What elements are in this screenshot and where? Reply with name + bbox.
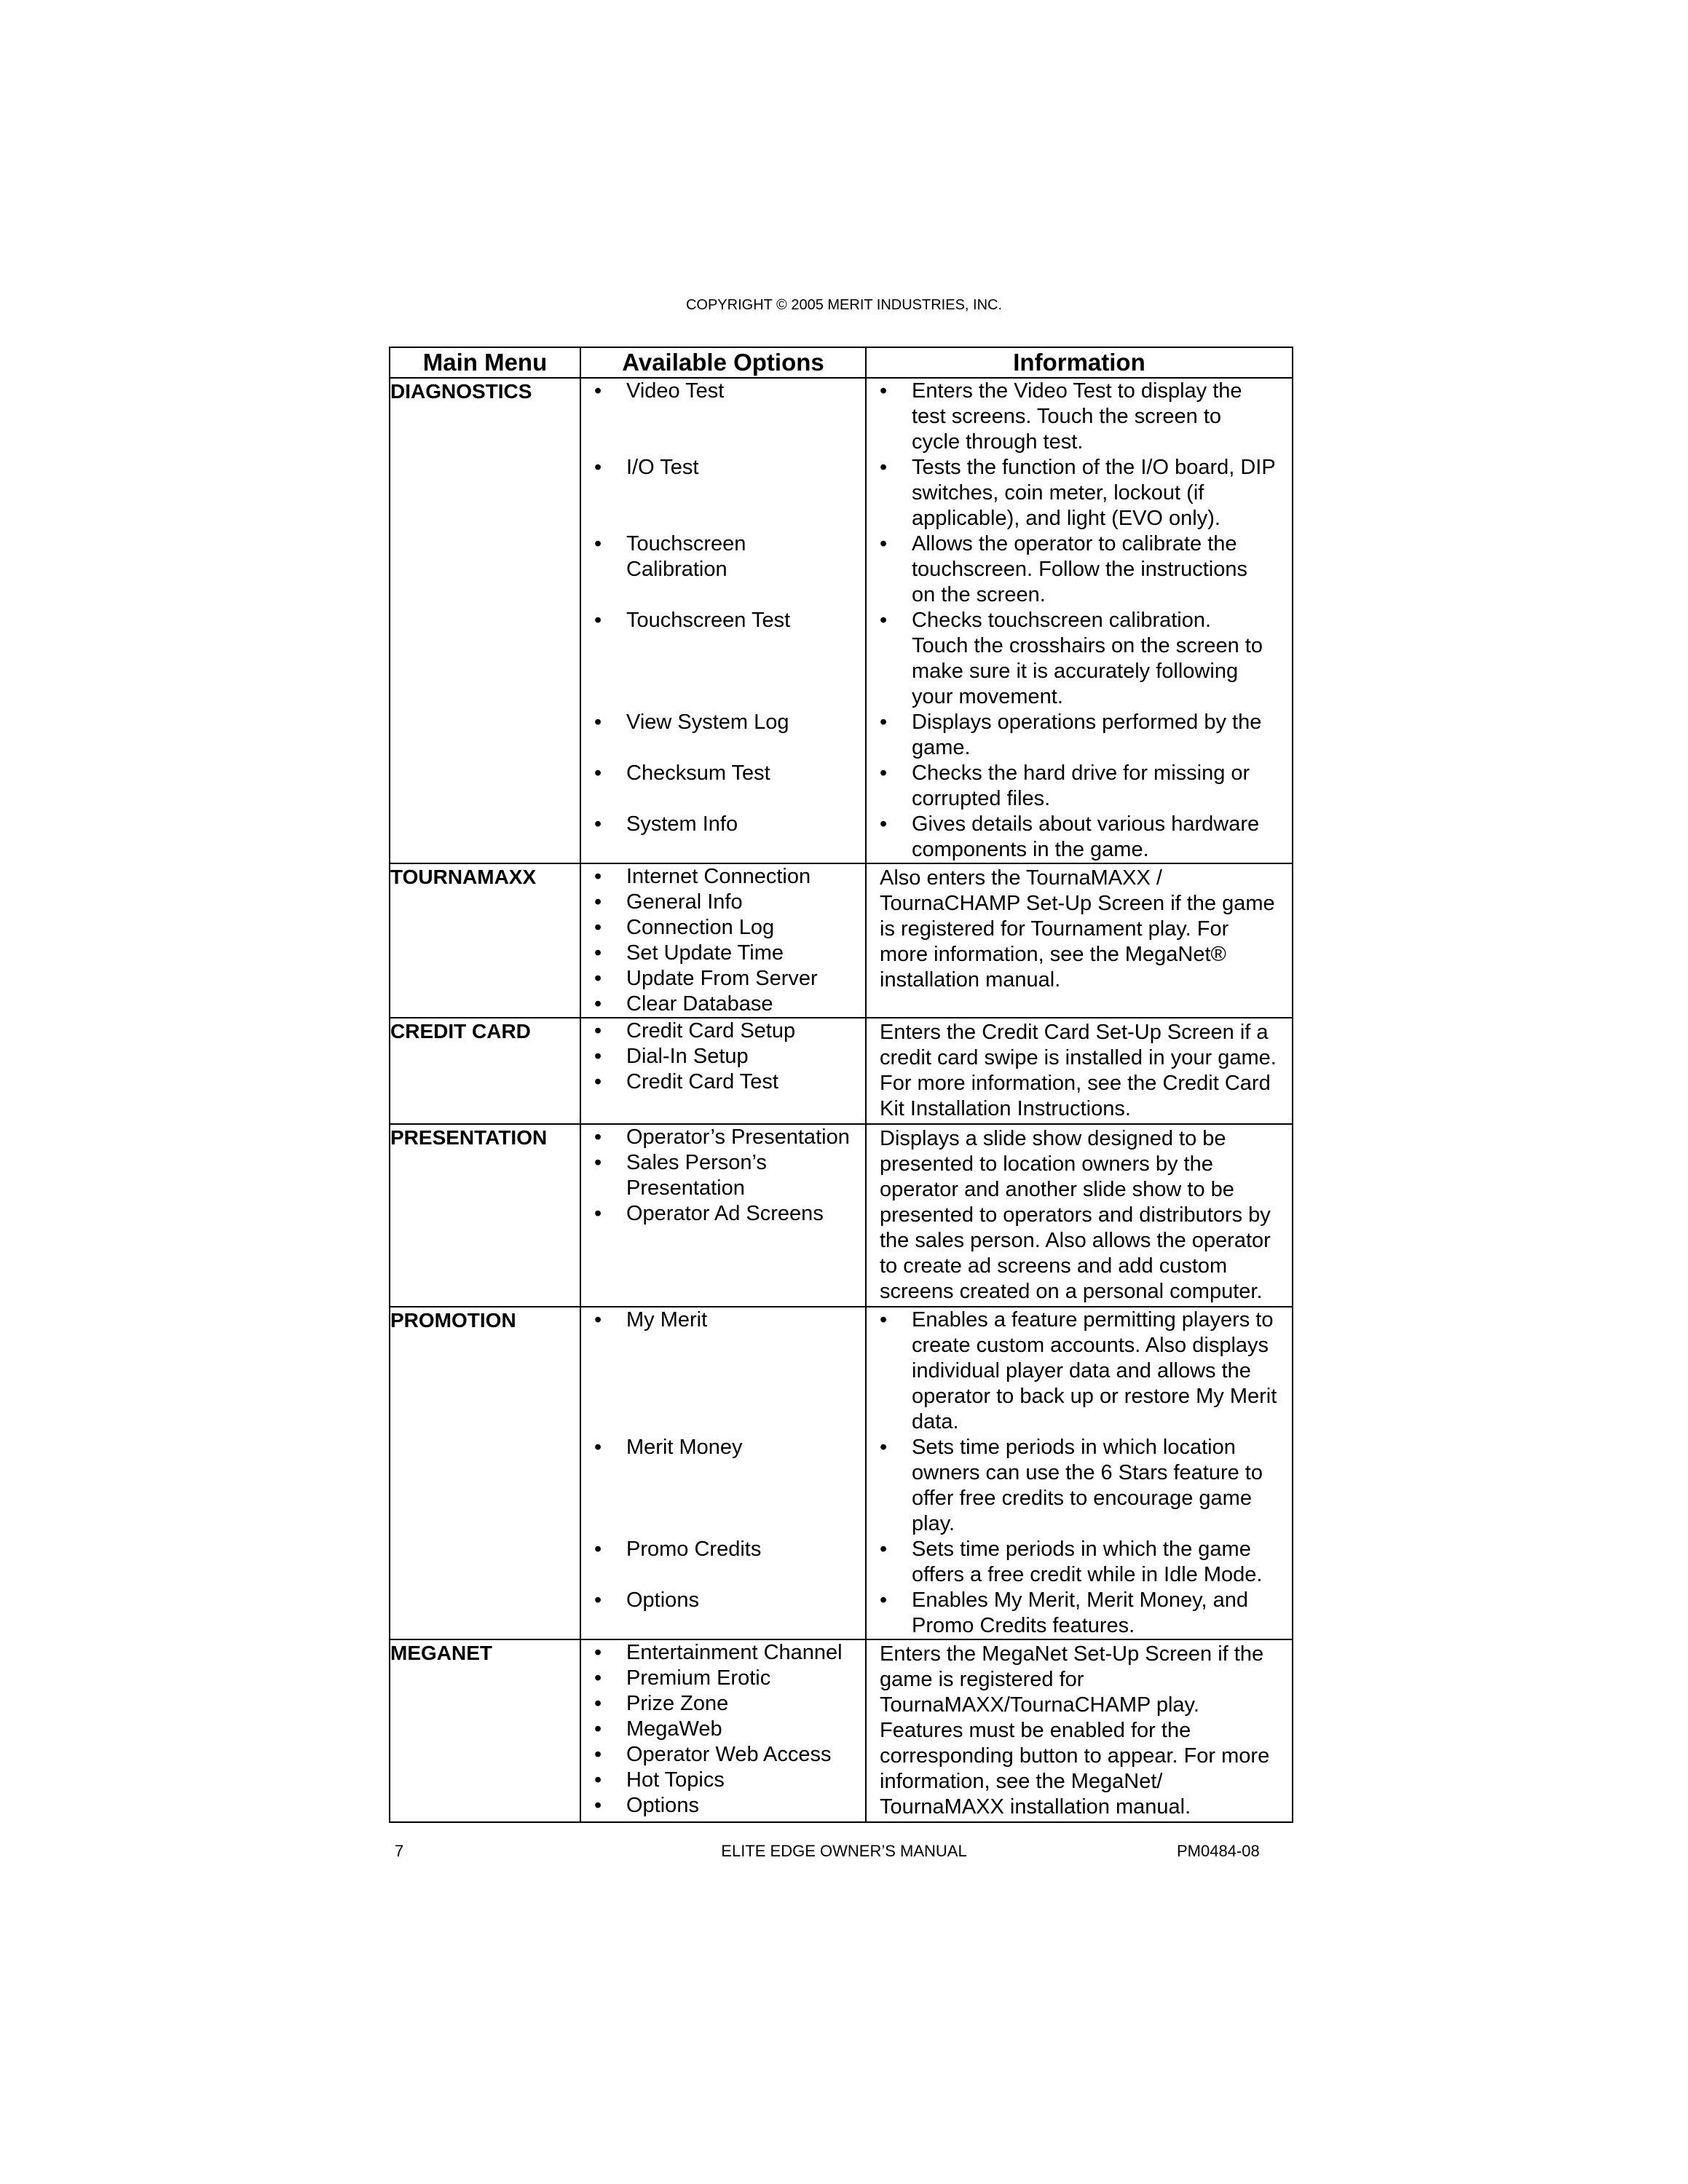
info-item-text: Enables My Merit, Merit Money, and — [912, 1588, 1249, 1612]
bullet-icon: • — [594, 967, 602, 990]
info-item-text: Checks the hard drive for missing or — [912, 761, 1250, 785]
information-line: Kit Installation Instructions. — [880, 1097, 1131, 1120]
option-item-text: Prize Zone — [626, 1692, 729, 1715]
option-item — [581, 890, 865, 915]
copyright-header: COPYRIGHT © 2005 MERIT INDUSTRIES, INC. — [685, 297, 1003, 313]
information-cell — [866, 1124, 1293, 1307]
option-item — [581, 1125, 865, 1150]
options-cell — [580, 1018, 866, 1124]
bullet-icon: • — [594, 992, 602, 1016]
information-line: Enters the MegaNet Set-Up Screen if the — [880, 1642, 1264, 1666]
menu-name: PROMOTION — [390, 1307, 580, 1639]
option-item-text: Hot Topics — [626, 1768, 725, 1792]
information-cell — [866, 863, 1293, 1018]
information-text — [867, 1125, 1292, 1306]
menu-name: CREDIT CARD — [390, 1018, 580, 1124]
option-item — [581, 608, 865, 710]
info-item — [867, 1307, 1292, 1435]
option-item-text: System Info — [626, 812, 738, 836]
info-item-text: test screens. Touch the screen to — [912, 405, 1222, 428]
info-item-text: Sets time periods in which the game — [912, 1538, 1251, 1561]
option-item — [581, 1742, 865, 1768]
info-item-text: create custom accounts. Also displays — [912, 1334, 1269, 1357]
info-item-text: applicable), and light (EVO only). — [912, 507, 1220, 530]
information-line: presented to operators and distributors by — [880, 1203, 1271, 1227]
information-line: Also enters the TournaMAXX / — [880, 866, 1162, 890]
bullet-icon: • — [880, 532, 888, 555]
table-row — [390, 1018, 1293, 1124]
table-row — [390, 378, 1293, 863]
info-item-text: play. — [912, 1512, 955, 1535]
info-item-text: Touch the crosshairs on the screen to — [912, 634, 1263, 657]
menu-name: DIAGNOSTICS — [390, 378, 580, 863]
options-list — [581, 1125, 865, 1227]
bullet-icon: • — [594, 1666, 602, 1690]
bullet-icon: • — [594, 1151, 602, 1174]
bullet-icon: • — [594, 1743, 602, 1766]
option-item-text: Credit Card Setup — [626, 1019, 796, 1042]
bullet-icon: • — [594, 1641, 602, 1664]
info-item-text: Checks touchscreen calibration. — [912, 609, 1212, 632]
option-item-text: Options — [626, 1794, 699, 1817]
option-item — [581, 531, 865, 608]
bullet-icon: • — [594, 761, 602, 785]
table-row — [390, 1307, 1293, 1639]
bullet-icon: • — [594, 1045, 602, 1068]
info-item — [867, 812, 1292, 863]
option-item — [581, 761, 865, 812]
main-menu-table — [389, 347, 1293, 1823]
options-cell — [580, 378, 866, 863]
information-cell — [866, 1639, 1293, 1822]
table-body — [390, 378, 1293, 1822]
bullet-icon: • — [880, 1308, 888, 1332]
option-item — [581, 864, 865, 890]
information-text — [867, 1640, 1292, 1821]
information-line: Enters the Credit Card Set-Up Screen if a — [880, 1021, 1269, 1044]
options-cell — [580, 863, 866, 1018]
bullet-icon: • — [880, 812, 888, 836]
info-item — [867, 531, 1292, 608]
bullet-icon: • — [880, 1588, 888, 1612]
option-item — [581, 1018, 865, 1044]
info-item — [867, 455, 1292, 531]
option-item-text: Touchscreen — [626, 532, 746, 555]
options-list — [581, 379, 865, 863]
option-item — [581, 1717, 865, 1742]
bullet-icon: • — [880, 1436, 888, 1459]
info-item-text: Enables a feature permitting players to — [912, 1308, 1274, 1332]
info-item-text: touchscreen. Follow the instructions — [912, 558, 1247, 581]
options-cell — [580, 1124, 866, 1307]
option-item — [581, 992, 865, 1017]
option-item-text: Touchscreen Test — [626, 609, 791, 632]
info-item-text: on the screen. — [912, 583, 1046, 606]
option-item — [581, 812, 865, 863]
information-line: game is registered for — [880, 1668, 1084, 1691]
option-item-text: Credit Card Test — [626, 1070, 778, 1093]
options-cell — [580, 1307, 866, 1639]
option-item — [581, 1435, 865, 1537]
info-item-text: Promo Credits features. — [912, 1614, 1135, 1637]
bullet-icon: • — [594, 890, 602, 914]
info-item-text: individual player data and allows the — [912, 1359, 1251, 1382]
info-item — [867, 1537, 1292, 1588]
info-item — [867, 761, 1292, 812]
option-item — [581, 1768, 865, 1793]
information-cell — [866, 378, 1293, 863]
information-line: For more information, see the Credit Card — [880, 1072, 1271, 1095]
information-line: Displays a slide show designed to be — [880, 1127, 1226, 1150]
information-line: the sales person. Also allows the operator — [880, 1229, 1271, 1252]
option-item-text: Connection Log — [626, 916, 775, 939]
option-item-text: Merit Money — [626, 1436, 743, 1459]
option-item-text: Promo Credits — [626, 1538, 762, 1561]
bullet-icon: • — [880, 761, 888, 785]
header-information: Information — [866, 347, 1293, 378]
bullet-icon: • — [594, 1125, 602, 1149]
info-item-text: corrupted files. — [912, 787, 1051, 810]
option-item — [581, 1640, 865, 1666]
option-item — [581, 1150, 865, 1201]
bullet-icon: • — [594, 609, 602, 632]
information-cell — [866, 1307, 1293, 1639]
bullet-icon: • — [594, 1436, 602, 1459]
menu-name: MEGANET — [390, 1639, 580, 1822]
bullet-icon: • — [594, 812, 602, 836]
options-list — [581, 864, 865, 1017]
option-item-text: Update From Server — [626, 967, 818, 990]
information-line: credit card swipe is installed in your game. — [880, 1046, 1277, 1069]
bullet-icon: • — [594, 379, 602, 403]
option-item-text: Options — [626, 1588, 699, 1612]
option-item — [581, 1069, 865, 1095]
bullet-icon: • — [880, 1538, 888, 1561]
info-item-text: Allows the operator to calibrate the — [912, 532, 1237, 555]
table-header-row — [390, 347, 1293, 378]
information-line: corresponding button to appear. For more — [880, 1744, 1270, 1768]
option-item — [581, 1588, 865, 1639]
info-item-text: offers a free credit while in Idle Mode. — [912, 1563, 1263, 1586]
info-item-text: cycle through test. — [912, 430, 1084, 454]
info-item-text: switches, coin meter, lockout (if — [912, 481, 1204, 505]
info-item-text: Tests the function of the I/O board, DIP — [912, 456, 1276, 479]
info-item-text: data. — [912, 1410, 959, 1433]
option-item — [581, 1307, 865, 1435]
information-line: Features must be enabled for the — [880, 1719, 1191, 1742]
page-number: 7 — [395, 1842, 404, 1860]
bullet-icon: • — [880, 609, 888, 632]
table-row — [390, 1124, 1293, 1307]
info-item-text: Sets time periods in which location — [912, 1436, 1236, 1459]
bullet-icon: • — [594, 1019, 602, 1042]
option-item — [581, 1793, 865, 1819]
option-item-text: Operator’s Presentation — [626, 1125, 850, 1149]
option-item-text: View System Log — [626, 711, 789, 734]
information-line: presented to location owners by the — [880, 1152, 1213, 1176]
info-item-text: owners can use the 6 Stars feature to — [912, 1461, 1263, 1484]
option-item — [581, 966, 865, 992]
information-list — [867, 1307, 1292, 1639]
information-line: information, see the MegaNet/ — [880, 1770, 1163, 1793]
information-text — [867, 1018, 1292, 1123]
option-item — [581, 455, 865, 531]
information-line: TournaCHAMP Set-Up Screen if the game — [880, 892, 1275, 915]
option-item-text: Clear Database — [626, 992, 773, 1016]
option-item-text: My Merit — [626, 1308, 708, 1332]
menu-name: TOURNAMAXX — [390, 863, 580, 1018]
header-available-options: Available Options — [580, 347, 866, 378]
manual-title: ELITE EDGE OWNER’S MANUAL — [721, 1842, 967, 1860]
information-line: TournaMAXX installation manual. — [880, 1795, 1191, 1819]
info-item-text: Enters the Video Test to display the — [912, 379, 1242, 403]
option-item-text: Set Update Time — [626, 941, 784, 965]
option-item-text: I/O Test — [626, 456, 699, 479]
bullet-icon: • — [594, 1588, 602, 1612]
information-line: TournaMAXX/TournaCHAMP play. — [880, 1693, 1199, 1717]
option-item-text: Premium Erotic — [626, 1666, 771, 1690]
information-text — [867, 864, 1292, 994]
information-line: installation manual. — [880, 968, 1061, 992]
info-item-text: operator to back up or restore My Merit — [912, 1385, 1277, 1408]
option-item-text: Video Test — [626, 379, 725, 403]
option-item-text: General Info — [626, 890, 743, 914]
bullet-icon: • — [594, 1692, 602, 1715]
info-item — [867, 379, 1292, 455]
option-item-text: Operator Ad Screens — [626, 1202, 824, 1225]
bullet-icon: • — [594, 865, 602, 888]
bullet-icon: • — [594, 1202, 602, 1225]
option-item-text: Sales Person’s Presentation — [626, 1151, 767, 1200]
header-main-menu: Main Menu — [390, 347, 580, 378]
option-item — [581, 1666, 865, 1691]
info-item-text: Displays operations performed by the — [912, 711, 1262, 734]
bullet-icon: • — [594, 456, 602, 479]
information-line: to create ad screens and add custom — [880, 1254, 1228, 1278]
information-list — [867, 379, 1292, 863]
bullet-icon: • — [594, 1717, 602, 1741]
menu-name: PRESENTATION — [390, 1124, 580, 1307]
table-row — [390, 1639, 1293, 1822]
bullet-icon: • — [594, 1794, 602, 1817]
option-item — [581, 941, 865, 966]
options-cell — [580, 1639, 866, 1822]
bullet-icon: • — [880, 711, 888, 734]
option-item-text: Entertainment Channel — [626, 1641, 843, 1664]
info-item-text: game. — [912, 736, 971, 759]
info-item — [867, 608, 1292, 710]
information-cell — [866, 1018, 1293, 1124]
bullet-icon: • — [594, 916, 602, 939]
bullet-icon: • — [880, 379, 888, 403]
info-item-text: your movement. — [912, 685, 1063, 708]
bullet-icon: • — [594, 941, 602, 965]
information-line: more information, see the MegaNet® — [880, 943, 1226, 966]
info-item — [867, 1435, 1292, 1537]
info-item — [867, 1588, 1292, 1639]
option-item — [581, 1201, 865, 1227]
bullet-icon: • — [594, 1538, 602, 1561]
document-code: PM0484-08 — [1177, 1842, 1260, 1860]
option-item-text: Internet Connection — [626, 865, 811, 888]
option-item — [581, 1044, 865, 1069]
information-line: operator and another slide show to be — [880, 1178, 1234, 1201]
options-list — [581, 1307, 865, 1639]
bullet-icon: • — [594, 711, 602, 734]
table-row — [390, 863, 1293, 1018]
bullet-icon: • — [594, 1308, 602, 1332]
option-item — [581, 710, 865, 761]
options-list — [581, 1640, 865, 1819]
info-item-text: Gives details about various hardware — [912, 812, 1260, 836]
option-item-text: Dial-In Setup — [626, 1045, 749, 1068]
option-item-text: Checksum Test — [626, 761, 770, 785]
information-line: screens created on a personal computer. — [880, 1280, 1263, 1303]
bullet-icon: • — [880, 456, 888, 479]
option-item — [581, 1537, 865, 1588]
option-item — [581, 379, 865, 455]
bullet-icon: • — [594, 532, 602, 555]
option-item — [581, 1691, 865, 1717]
option-item — [581, 915, 865, 941]
info-item-text: offer free credits to encourage game — [912, 1487, 1252, 1510]
option-item-text: MegaWeb — [626, 1717, 722, 1741]
info-item-text: components in the game. — [912, 838, 1149, 861]
info-item — [867, 710, 1292, 761]
info-item-text: make sure it is accurately following — [912, 660, 1239, 683]
bullet-icon: • — [594, 1070, 602, 1093]
options-list — [581, 1018, 865, 1095]
option-item-text: Operator Web Access — [626, 1743, 832, 1766]
option-item-text: Calibration — [626, 558, 727, 581]
bullet-icon: • — [594, 1768, 602, 1792]
information-line: is registered for Tournament play. For — [880, 917, 1229, 941]
